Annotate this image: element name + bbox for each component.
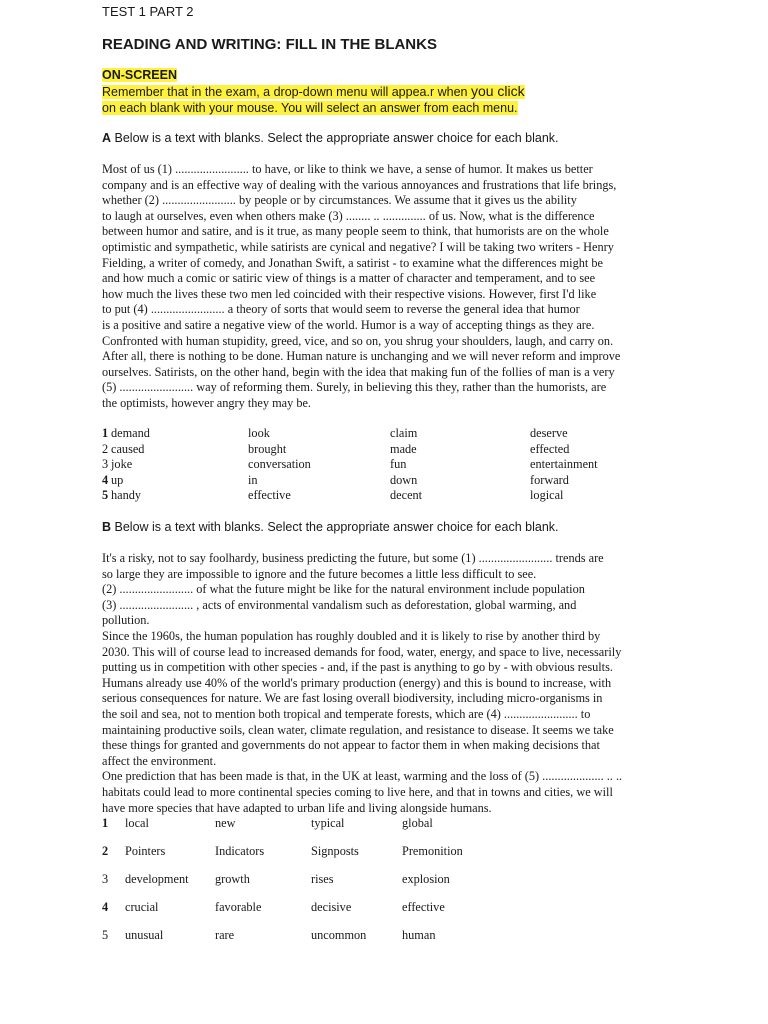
option-choice[interactable]: logical (530, 488, 564, 503)
option-choice[interactable]: Signposts (311, 844, 359, 858)
option-choice[interactable]: global (402, 816, 433, 830)
passage-line: ourselves. Satirists, on the other hand, begin with the idea that making fun of the follies of man is a very (102, 364, 615, 379)
option-choice[interactable]: effective (248, 488, 291, 503)
option-number: 2 (102, 441, 109, 456)
passage-line: It's a risky, not to say foolhardy, business predicting the future, but some (1) ........................ trends are (102, 551, 604, 565)
option-choice[interactable]: favorable (215, 900, 262, 914)
option-choice[interactable]: joke (111, 457, 133, 472)
option-choice[interactable]: typical (311, 816, 345, 830)
option-number: 5 (102, 928, 109, 942)
option-choice[interactable]: new (215, 816, 236, 830)
passage-line: serious consequences for nature. We are fast losing overall biodiversity, including micro-organisms in (102, 691, 603, 706)
option-choice[interactable]: caused (111, 441, 145, 456)
option-number: 1 (102, 426, 109, 440)
option-number: 5 (102, 488, 109, 503)
passage-line: between humor and satire, and is it true, as many people seem to think, that humorists are on the whole (102, 224, 609, 239)
option-choice[interactable]: handy (111, 488, 142, 503)
option-number: 1 (102, 816, 109, 830)
option-choice[interactable]: fun (390, 457, 407, 472)
option-choice[interactable]: deserve (530, 426, 568, 440)
passage-line: to laugh at ourselves, even when others make (3) ........ .. .............. of us. Now, what is the difference (102, 208, 595, 223)
passage-line: Most of us (1) ........................ to have, or like to think we have, a sense of humor. It makes us better (102, 162, 593, 176)
passage-line: whether (2) ........................ by people or by circumstances. We assume that it gives us the ability (102, 193, 577, 208)
option-number: 4 (102, 472, 109, 487)
option-choice[interactable]: effective (402, 900, 445, 914)
option-choice[interactable]: entertainment (530, 457, 598, 472)
option-choice[interactable]: development (125, 872, 189, 886)
passage-line: Humans already use 40% of the world's primary production (energy) and this is bound to increase, with (102, 675, 612, 690)
option-choice[interactable]: demand (111, 426, 150, 440)
option-choice[interactable]: claim (390, 426, 418, 440)
passage-line: so large they are impossible to ignore and the future becomes a little less difficult to see. (102, 566, 537, 581)
passage-line: (5) ........................ way of reforming them. Surely, in believing this they, rather than the humorists, are (102, 380, 607, 395)
passage-line: Since the 1960s, the human population has roughly doubled and it is likely to rise by another third by (102, 628, 601, 643)
passage-line: and how much a comic or satiric view of things is a matter of character and temperament, and to see (102, 271, 596, 286)
test-label: TEST 1 PART 2 (102, 4, 194, 19)
option-number: 2 (102, 844, 109, 858)
passage-line: the optimists, however angry they may be. (102, 395, 311, 410)
onscreen-line-2: on each blank with your mouse. You will select an answer from each menu. (102, 101, 518, 115)
passage-line: 2030. This will of course lead to increased demands for food, water, energy, and space to live, necessarily (102, 644, 622, 659)
option-number: 3 (102, 457, 109, 472)
section-b-instruction: B Below is a text with blanks. Select the appropriate answer choice for each blank. (102, 520, 559, 534)
passage-line: affect the environment. (102, 753, 217, 768)
passage-line: habitats could lead to more continental species coming to live here, and that in towns and cities, we will (102, 784, 613, 799)
option-choice[interactable]: Indicators (215, 844, 265, 858)
option-choice[interactable]: conversation (248, 457, 311, 472)
option-choice[interactable]: human (402, 928, 436, 942)
passage-line: the soil and sea, not to mention both tropical and temperate forests, which are (4) ........................ to (102, 706, 591, 721)
passage-line: Fielding, a writer of comedy, and Jonathan Swift, a satirist - to examine what the differences might be (102, 255, 603, 270)
option-choice[interactable]: explosion (402, 872, 450, 886)
option-choice[interactable]: down (390, 472, 418, 487)
onscreen-line-1: Remember that in the exam, a drop-down menu will appea.r when you click (102, 83, 525, 99)
option-choice[interactable]: Pointers (125, 844, 166, 858)
passage-line: how much the lives these two men led coincided with their respective visions. However, first I'd like (102, 286, 597, 301)
passage-line: Confronted with human stupidity, greed, vice, and so on, you shrug your shoulders, laugh, and carry on. (102, 333, 614, 348)
option-choice[interactable]: Premonition (402, 844, 463, 858)
passage-line: is a positive and satire a negative view of the world. Humor is a way of accepting things as they are. (102, 317, 595, 332)
passage-line: these things for granted and governments do not appear to factor them in when making decisions that (102, 738, 600, 753)
option-number: 3 (102, 872, 109, 886)
passage-line: optimistic and sympathetic, while satirists are cynical and negative? I will be taking two writers - Henry (102, 239, 614, 254)
option-choice[interactable]: growth (215, 872, 250, 886)
passage-line: (2) ........................ of what the future might be like for the natural environment include population (102, 582, 585, 597)
passage-line: (3) ........................ , acts of environmental vandalism such as deforestation, global warming, and (102, 597, 577, 612)
passage-line: maintaining productive soils, clean water, climate regulation, and resistance to disease. It seems we take (102, 722, 614, 737)
passage-line: company and is an effective way of dealing with the various annoyances and frustrations that life brings, (102, 177, 617, 192)
passage-line: One prediction that has been made is that, in the UK at least, warming and the loss of (5) .................... .. .. (102, 769, 623, 784)
option-choice[interactable]: effected (530, 441, 570, 456)
passage-line: After all, there is nothing to be done. Human nature is unchanging and we will never reform and improve (102, 349, 621, 364)
passage-line: putting us in competition with other species - and, if the past is anything to go by - with obvious results. (102, 660, 613, 675)
option-choice[interactable]: brought (248, 441, 287, 456)
option-choice[interactable]: up (111, 472, 124, 487)
option-choice[interactable]: crucial (125, 900, 159, 914)
option-choice[interactable]: made (390, 441, 417, 456)
option-choice[interactable]: local (125, 816, 149, 830)
option-choice[interactable]: decisive (311, 900, 352, 914)
option-choice[interactable]: forward (530, 472, 569, 487)
option-choice[interactable]: uncommon (311, 928, 367, 942)
option-choice[interactable]: in (248, 472, 258, 487)
passage-line: have more species that have adapted to urban life and living alongside humans. (102, 800, 492, 815)
section-b-passage (102, 551, 662, 816)
onscreen-note (102, 67, 525, 116)
option-choice[interactable]: rises (311, 872, 334, 886)
option-choice[interactable]: look (248, 426, 270, 440)
passage-line: to put (4) ........................ a theory of sorts that would seem to reverse the general idea that humor (102, 302, 580, 317)
option-choice[interactable]: rare (215, 928, 235, 942)
section-a-instruction: A Below is a text with blanks. Select the appropriate answer choice for each blank. (102, 131, 559, 145)
option-choice[interactable]: unusual (125, 928, 164, 942)
page-title: READING AND WRITING: FILL IN THE BLANKS (102, 36, 437, 53)
option-number: 4 (102, 900, 109, 914)
onscreen-label: ON-SCREEN (102, 68, 178, 82)
option-choice[interactable]: decent (390, 488, 423, 503)
section-a-passage (102, 162, 662, 412)
passage-line: pollution. (102, 613, 150, 628)
